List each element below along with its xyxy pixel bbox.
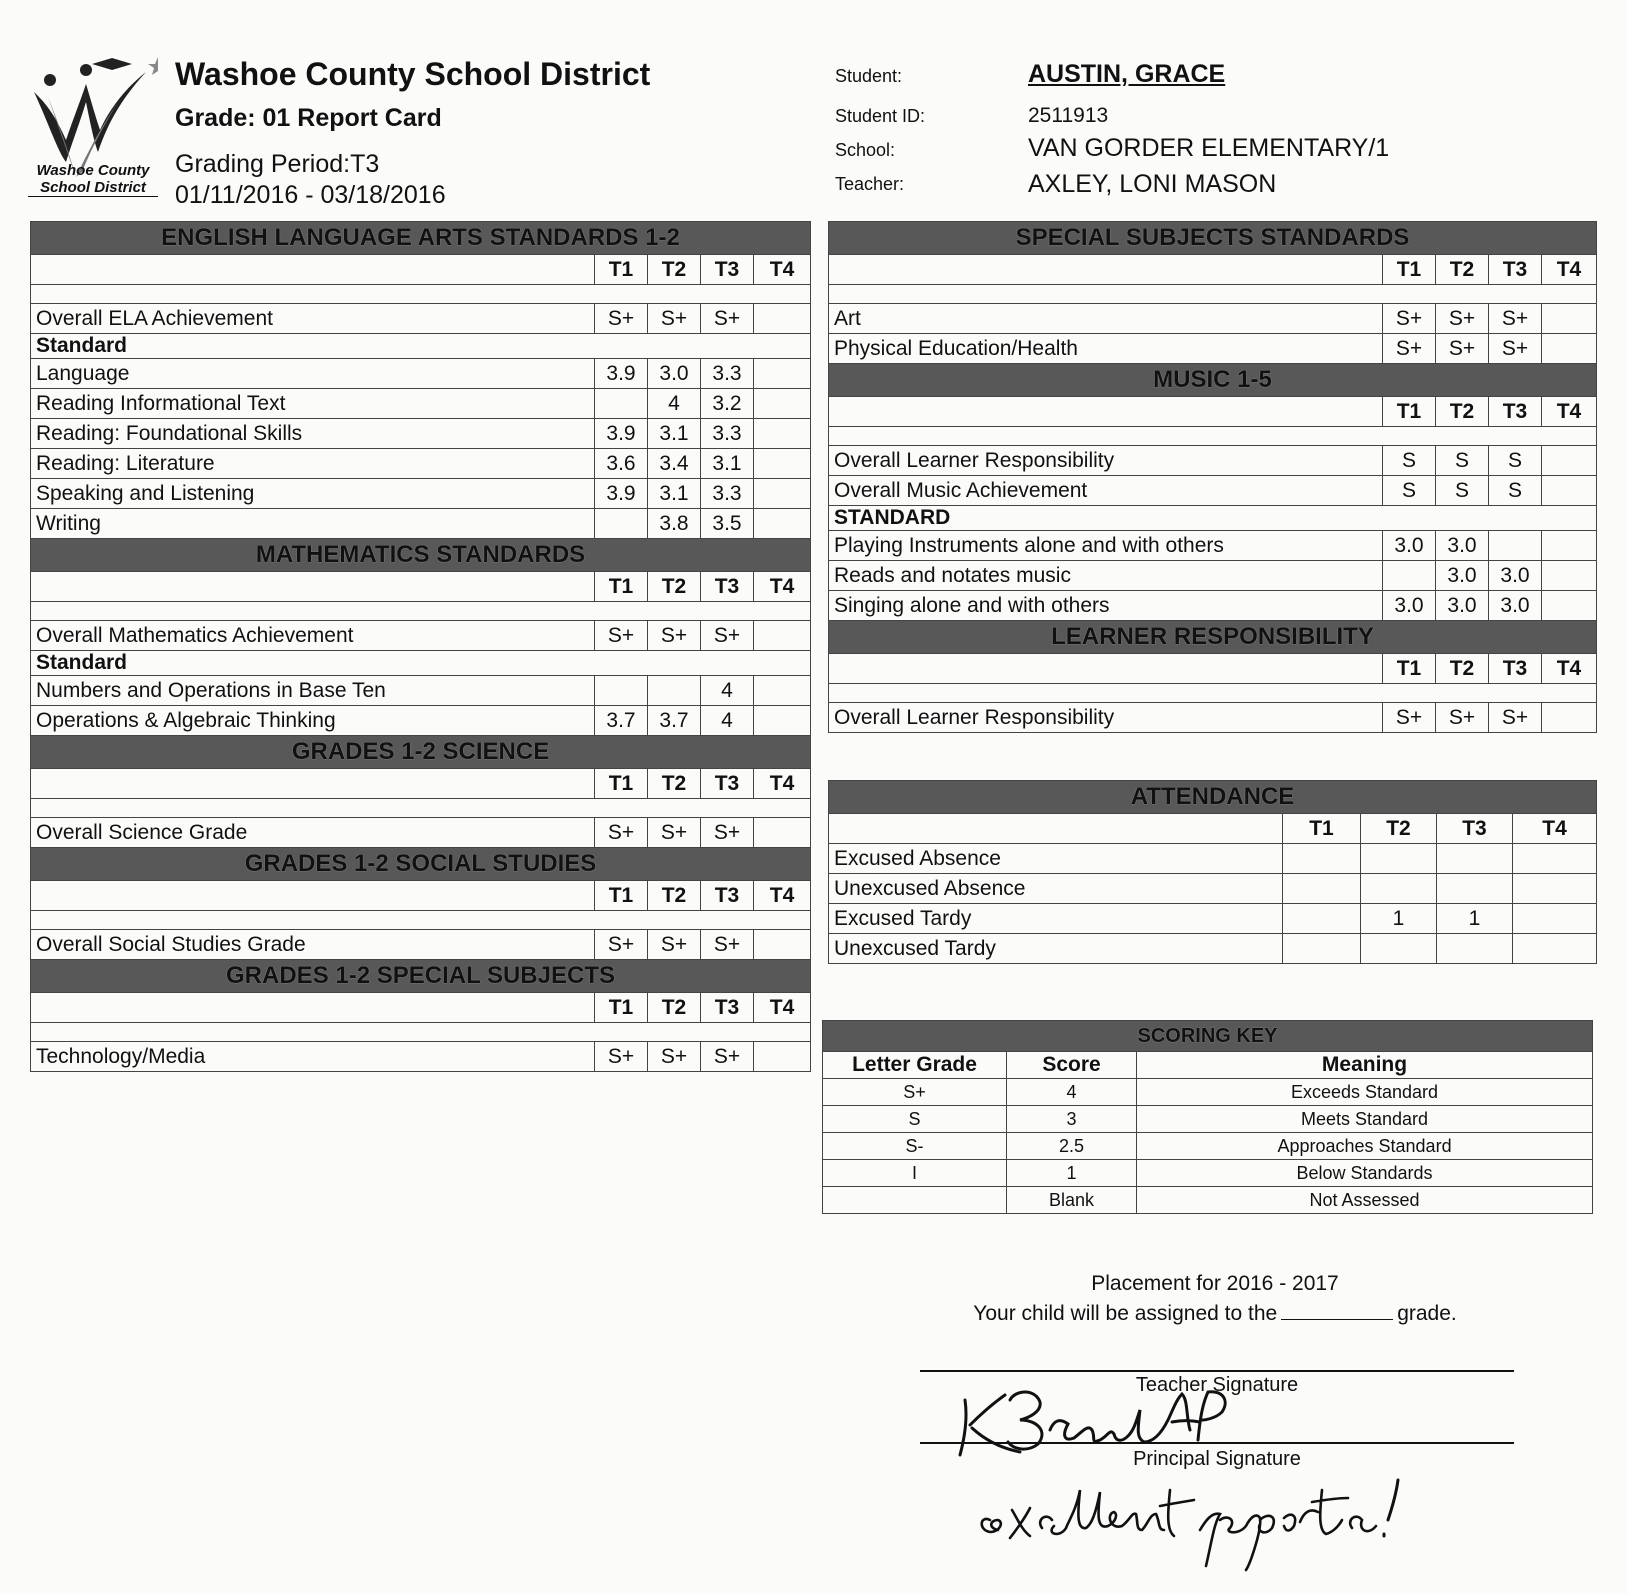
score-cell <box>754 389 811 419</box>
table-row <box>31 706 811 736</box>
score-cell <box>595 676 648 706</box>
row-label: Overall Mathematics Achievement <box>31 621 595 651</box>
row-label: Singing alone and with others <box>829 591 1383 621</box>
count-cell <box>1283 934 1361 964</box>
term-header: T1 <box>595 769 648 799</box>
table-row <box>829 561 1597 591</box>
attendance-title: ATTENDANCE <box>829 781 1597 814</box>
student-id-label: Student ID: <box>835 106 926 126</box>
count-cell <box>1437 934 1513 964</box>
term-header: T1 <box>1383 397 1436 427</box>
term-header: T4 <box>754 993 811 1023</box>
teacher-signature-label: Teacher Signature <box>1135 1374 1299 1396</box>
standard-label: STANDARD <box>829 506 1597 531</box>
score-cell: S+ <box>701 818 754 848</box>
table-row <box>829 591 1597 621</box>
row-label: Reading: Foundational Skills <box>31 419 595 449</box>
term-header: T3 <box>1489 255 1542 285</box>
term-header: T3 <box>701 255 754 285</box>
logo-text-line1: Washoe County <box>36 162 150 179</box>
score-cell: 4 <box>701 706 754 736</box>
term-header: T1 <box>595 572 648 602</box>
table-row <box>31 389 811 419</box>
score-cell: S+ <box>1489 304 1542 334</box>
score-cell: 4 <box>701 676 754 706</box>
score-cell: S+ <box>595 304 648 334</box>
placement-text-after: grade. <box>1397 1302 1457 1325</box>
score-cell: S+ <box>648 818 701 848</box>
row-label: Numbers and Operations in Base Ten <box>31 676 595 706</box>
score-cell <box>754 818 811 848</box>
term-header: T4 <box>754 255 811 285</box>
score-cell: 3.9 <box>595 479 648 509</box>
score-cell: 3.3 <box>701 359 754 389</box>
term-header: T3 <box>1437 814 1513 844</box>
term-header: T1 <box>595 255 648 285</box>
score-cell: S+ <box>648 1042 701 1072</box>
term-header: T3 <box>701 993 754 1023</box>
score-cell <box>648 676 701 706</box>
ela-table <box>30 221 811 1072</box>
special-subjects-title: GRADES 1-2 SPECIAL SUBJECTS <box>31 960 811 993</box>
key-cell: S <box>823 1106 1007 1133</box>
teacher-label: Teacher: <box>835 174 905 194</box>
score-cell <box>754 509 811 539</box>
table-row <box>829 703 1597 733</box>
score-cell: 3.0 <box>1383 531 1436 561</box>
count-cell <box>1283 844 1361 874</box>
score-cell <box>1542 561 1597 591</box>
score-cell: S+ <box>595 1042 648 1072</box>
score-cell: S+ <box>701 1042 754 1072</box>
table-row <box>823 1133 1593 1160</box>
score-cell <box>754 479 811 509</box>
table-row <box>829 904 1597 934</box>
grading-period: Grading Period:T3 <box>175 150 380 178</box>
table-row <box>823 1079 1593 1106</box>
score-cell: S+ <box>1383 703 1436 733</box>
row-label: Overall Social Studies Grade <box>31 930 595 960</box>
teacher-signature-line <box>920 1370 1514 1372</box>
table-row <box>829 304 1597 334</box>
score-cell: 3.0 <box>648 359 701 389</box>
term-header: T3 <box>1489 654 1542 684</box>
score-cell <box>754 304 811 334</box>
term-header: T2 <box>648 572 701 602</box>
count-cell <box>1361 844 1437 874</box>
table-row <box>31 304 811 334</box>
score-cell: 4 <box>648 389 701 419</box>
score-cell: S+ <box>648 621 701 651</box>
row-label: Overall Learner Responsibility <box>829 703 1383 733</box>
score-cell: 3.4 <box>648 449 701 479</box>
term-header: T1 <box>1383 255 1436 285</box>
term-header: T4 <box>754 572 811 602</box>
table-row <box>829 476 1597 506</box>
standard-label: Standard <box>31 651 811 676</box>
score-cell <box>1542 446 1597 476</box>
student-id-value: 2511913 <box>1028 104 1109 127</box>
score-cell: S+ <box>595 621 648 651</box>
key-cell: Approaches Standard <box>1137 1133 1593 1160</box>
row-label: Reads and notates music <box>829 561 1383 591</box>
table-row <box>31 449 811 479</box>
score-cell <box>754 359 811 389</box>
score-cell <box>754 449 811 479</box>
key-cell: Below Standards <box>1137 1160 1593 1187</box>
score-cell: S <box>1383 476 1436 506</box>
count-cell <box>1283 904 1361 934</box>
learner-title: LEARNER RESPONSIBILITY <box>829 621 1597 654</box>
placement-sentence <box>935 1299 1495 1326</box>
term-header: T2 <box>648 993 701 1023</box>
row-label: Unexcused Tardy <box>829 934 1283 964</box>
table-row <box>829 446 1597 476</box>
placement-text-before: Your child will be assigned to the <box>973 1302 1278 1325</box>
key-cell: Blank <box>1007 1187 1137 1214</box>
table-row <box>31 419 811 449</box>
principal-signature-label: Principal Signature <box>1133 1448 1301 1470</box>
row-label: Excused Absence <box>829 844 1283 874</box>
score-cell: S+ <box>1436 304 1489 334</box>
count-cell: 1 <box>1437 904 1513 934</box>
score-cell: S <box>1383 446 1436 476</box>
handwritten-signature <box>950 1380 1470 1580</box>
count-cell: 1 <box>1361 904 1437 934</box>
special-standards-table <box>828 221 1597 733</box>
report-card-title: Grade: 01 Report Card <box>175 104 442 132</box>
term-header: T3 <box>1489 397 1542 427</box>
score-cell <box>595 389 648 419</box>
score-cell <box>1542 591 1597 621</box>
score-cell <box>754 419 811 449</box>
score-cell: 3.0 <box>1383 591 1436 621</box>
score-cell <box>1542 531 1597 561</box>
table-row <box>31 509 811 539</box>
score-cell: 3.3 <box>701 479 754 509</box>
key-cell: Exceeds Standard <box>1137 1079 1593 1106</box>
row-label: Overall Science Grade <box>31 818 595 848</box>
score-cell: S <box>1489 476 1542 506</box>
key-cell: 2.5 <box>1007 1133 1137 1160</box>
score-cell: S+ <box>701 930 754 960</box>
term-header: T1 <box>1283 814 1361 844</box>
key-cell: I <box>823 1160 1007 1187</box>
table-row <box>31 359 811 389</box>
table-row <box>823 1187 1593 1214</box>
score-cell: 3.3 <box>701 419 754 449</box>
score-cell: 3.0 <box>1436 561 1489 591</box>
score-cell: 3.7 <box>595 706 648 736</box>
score-cell: S+ <box>1436 334 1489 364</box>
table-row <box>823 1160 1593 1187</box>
score-cell: 3.0 <box>1489 591 1542 621</box>
score-cell: S+ <box>1489 703 1542 733</box>
term-header: T2 <box>1436 654 1489 684</box>
logo-text <box>28 162 158 197</box>
score-cell: S <box>1489 446 1542 476</box>
count-cell <box>1513 904 1597 934</box>
score-cell: S+ <box>1489 334 1542 364</box>
term-header: T4 <box>1513 814 1597 844</box>
table-row <box>829 934 1597 964</box>
score-cell: S+ <box>648 930 701 960</box>
row-label: Writing <box>31 509 595 539</box>
key-header: Meaning <box>1137 1052 1593 1079</box>
term-header: T1 <box>1383 654 1436 684</box>
district-name: Washoe County School District <box>175 56 651 92</box>
table-row <box>829 334 1597 364</box>
score-cell: S+ <box>595 930 648 960</box>
term-header: T1 <box>595 881 648 911</box>
key-cell: S+ <box>823 1079 1007 1106</box>
score-cell: 3.8 <box>648 509 701 539</box>
date-range: 01/11/2016 - 03/18/2016 <box>175 181 446 209</box>
placement-heading: Placement for 2016 - 2017 <box>1091 1272 1339 1295</box>
term-header: T3 <box>701 881 754 911</box>
term-header: T2 <box>648 881 701 911</box>
scoring-key-table <box>822 1020 1593 1214</box>
term-header: T2 <box>648 255 701 285</box>
logo-text-line2: School District <box>28 179 158 197</box>
table-row <box>823 1106 1593 1133</box>
term-header: T3 <box>701 769 754 799</box>
score-cell: 3.0 <box>1436 591 1489 621</box>
count-cell <box>1437 844 1513 874</box>
row-label: Physical Education/Health <box>829 334 1383 364</box>
score-cell: 3.0 <box>1489 561 1542 591</box>
term-header: T4 <box>1542 397 1597 427</box>
student-label: Student: <box>835 66 903 86</box>
term-header: T4 <box>1542 654 1597 684</box>
count-cell <box>1361 934 1437 964</box>
row-label: Art <box>829 304 1383 334</box>
term-header: T3 <box>701 572 754 602</box>
score-cell: S+ <box>701 304 754 334</box>
count-cell <box>1513 934 1597 964</box>
row-label: Reading: Literature <box>31 449 595 479</box>
key-cell: 4 <box>1007 1079 1137 1106</box>
key-header: Score <box>1007 1052 1137 1079</box>
score-cell <box>754 1042 811 1072</box>
table-row <box>31 621 811 651</box>
standard-label: Standard <box>31 334 811 359</box>
placement-blank <box>1281 1299 1393 1320</box>
scoring-key-title: SCORING KEY <box>823 1021 1593 1052</box>
math-title: MATHEMATICS STANDARDS <box>31 539 811 572</box>
score-cell: 3.7 <box>648 706 701 736</box>
ela-title: ENGLISH LANGUAGE ARTS STANDARDS 1-2 <box>31 222 811 255</box>
school-value: VAN GORDER ELEMENTARY/1 <box>1028 134 1390 162</box>
row-label: Operations & Algebraic Thinking <box>31 706 595 736</box>
score-cell: 3.9 <box>595 359 648 389</box>
term-header: T1 <box>595 993 648 1023</box>
term-header: T2 <box>1361 814 1437 844</box>
table-row <box>31 479 811 509</box>
score-cell <box>1542 476 1597 506</box>
teacher-value: AXLEY, LONI MASON <box>1028 170 1277 198</box>
term-header: T2 <box>1436 397 1489 427</box>
score-cell: S+ <box>1383 304 1436 334</box>
count-cell <box>1283 874 1361 904</box>
score-cell: 3.1 <box>648 419 701 449</box>
score-cell: 3.5 <box>701 509 754 539</box>
term-header: T2 <box>1436 255 1489 285</box>
score-cell: 3.6 <box>595 449 648 479</box>
score-cell <box>754 706 811 736</box>
term-header: T2 <box>648 769 701 799</box>
key-cell: Meets Standard <box>1137 1106 1593 1133</box>
score-cell <box>595 509 648 539</box>
row-label: Reading Informational Text <box>31 389 595 419</box>
table-row <box>829 844 1597 874</box>
row-label: Technology/Media <box>31 1042 595 1072</box>
row-label: Overall Learner Responsibility <box>829 446 1383 476</box>
score-cell: S+ <box>701 621 754 651</box>
score-cell: S+ <box>648 304 701 334</box>
score-cell <box>1542 703 1597 733</box>
special-standards-title: SPECIAL SUBJECTS STANDARDS <box>829 222 1597 255</box>
table-row <box>31 1042 811 1072</box>
score-cell <box>1542 304 1597 334</box>
score-cell: 3.9 <box>595 419 648 449</box>
score-cell <box>754 676 811 706</box>
table-row <box>829 531 1597 561</box>
table-row <box>31 818 811 848</box>
attendance-table <box>828 780 1597 964</box>
key-cell <box>823 1187 1007 1214</box>
score-cell: 3.0 <box>1436 531 1489 561</box>
key-cell: 3 <box>1007 1106 1137 1133</box>
table-row <box>829 874 1597 904</box>
score-cell: S <box>1436 476 1489 506</box>
music-title: MUSIC 1-5 <box>829 364 1597 397</box>
count-cell <box>1361 874 1437 904</box>
table-row <box>31 930 811 960</box>
score-cell: S+ <box>595 818 648 848</box>
row-label: Unexcused Absence <box>829 874 1283 904</box>
score-cell <box>1383 561 1436 591</box>
count-cell <box>1437 874 1513 904</box>
score-cell: S+ <box>1436 703 1489 733</box>
term-header: T4 <box>754 769 811 799</box>
score-cell <box>1489 531 1542 561</box>
key-header: Letter Grade <box>823 1052 1007 1079</box>
row-label: Overall ELA Achievement <box>31 304 595 334</box>
row-label: Language <box>31 359 595 389</box>
student-name: AUSTIN, GRACE <box>1028 60 1226 88</box>
table-row <box>31 676 811 706</box>
score-cell: S <box>1436 446 1489 476</box>
key-cell: Not Assessed <box>1137 1187 1593 1214</box>
score-cell: 3.2 <box>701 389 754 419</box>
row-label: Overall Music Achievement <box>829 476 1383 506</box>
key-cell: 1 <box>1007 1160 1137 1187</box>
school-label: School: <box>835 140 896 160</box>
score-cell: 3.1 <box>648 479 701 509</box>
score-cell: 3.1 <box>701 449 754 479</box>
count-cell <box>1513 844 1597 874</box>
score-cell <box>754 930 811 960</box>
row-label: Playing Instruments alone and with others <box>829 531 1383 561</box>
score-cell <box>754 621 811 651</box>
row-label: Excused Tardy <box>829 904 1283 934</box>
key-cell: S- <box>823 1133 1007 1160</box>
row-label: Speaking and Listening <box>31 479 595 509</box>
score-cell: S+ <box>1383 334 1436 364</box>
social-studies-title: GRADES 1-2 SOCIAL STUDIES <box>31 848 811 881</box>
score-cell <box>1542 334 1597 364</box>
term-header: T4 <box>754 881 811 911</box>
science-title: GRADES 1-2 SCIENCE <box>31 736 811 769</box>
term-header: T4 <box>1542 255 1597 285</box>
count-cell <box>1513 874 1597 904</box>
